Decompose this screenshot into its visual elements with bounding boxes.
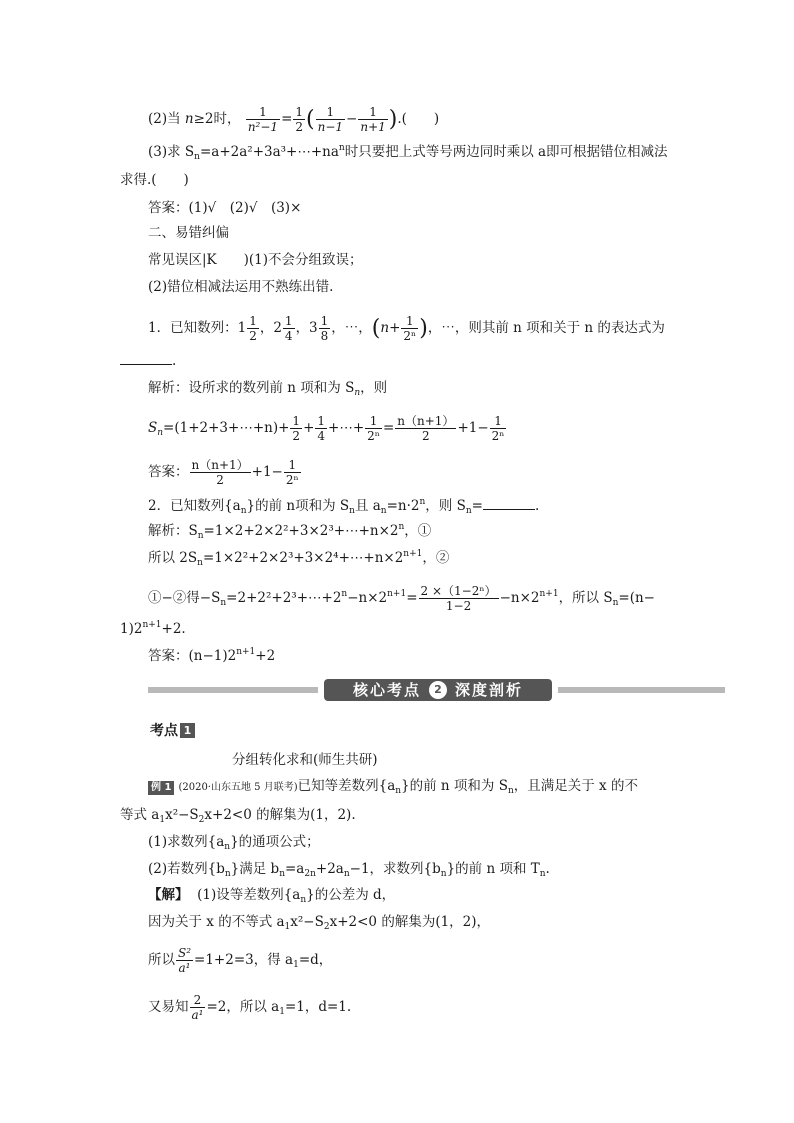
banner-title: 核心考点 2 深度剖析 bbox=[324, 679, 552, 701]
question-3-line2: 求得.( ) bbox=[120, 172, 189, 188]
fraction: $\frac{1}{\text{2ⁿ}}$ bbox=[403, 314, 417, 343]
problem-1-blank: . bbox=[120, 352, 176, 370]
fraction: $\frac{1}{\text{2ⁿ}}$ bbox=[491, 414, 505, 443]
solution-line4: 又易知 $\frac{2}{\text{a¹}}$ =2，所以 $a_1=1$，d=1. bbox=[148, 993, 352, 1022]
problem-1-solution-formula: $S_n=(1+2+3+\cdots+n)+$ $\frac{1}{2}$ + $\frac{1}{4}$ +⋯+ $\frac{1}{\text{2ⁿ}}$ = $\frac{n(n+1)}{2}$ +1− $\frac{1}{\text{2ⁿ}}$ bbox=[148, 414, 505, 443]
section-banner bbox=[148, 679, 725, 701]
problem-2-solution-2: 所以 $2S_n=1\times 2^2+2\times 2^3+3\times 2^4+\cdots+n\times 2^{n+1}$，② bbox=[148, 549, 450, 568]
fraction: $\frac{2}{\text{a¹}}$ bbox=[191, 993, 204, 1022]
example-badge: 例 1 bbox=[148, 781, 174, 795]
fraction: $\frac{1}{2}$ bbox=[249, 314, 257, 343]
example-1-line1: 例 1 (2020·山东五地 5 月联考)已知等差数列$\{a_n\}$的前 n 项和为 $S_n$，且满足关于 x 的不 bbox=[148, 777, 638, 797]
solution-line2: 因为关于 x 的不等式 $a_1x^2-S_2x+2<0$ 的解集为(1，2)， bbox=[148, 914, 491, 932]
answer-blank[interactable] bbox=[483, 497, 535, 510]
section-title-errors: 二、易错纠偏 bbox=[148, 225, 229, 241]
topic-title: 分组转化求和(师生共研) bbox=[232, 752, 378, 768]
example-1-q2: (2)若数列$\{b_n\}$满足 $b_n=a_{2n}+2a_n-1$，求数列$\{b_n\}$的前 n 项和 $T_n$. bbox=[148, 861, 550, 879]
fraction: $\frac{1}{\text{n²−1}}$ bbox=[247, 105, 279, 134]
fraction: $\frac{n(n+1)}{2}$ bbox=[191, 458, 249, 487]
banner-bar-left bbox=[148, 687, 318, 693]
fraction: $\frac{1}{2}$ bbox=[292, 414, 301, 443]
fraction: $\frac{1}{n+1}$ bbox=[360, 105, 386, 134]
fraction: $\frac{\text{S²}}{\text{a¹}}$ bbox=[178, 946, 192, 975]
banner-bar-right bbox=[558, 687, 725, 693]
solution-line1: 【解】 (1)设等差数列$\{a_n\}$的公差为 d， bbox=[148, 887, 396, 905]
fraction: $\frac{1}{4}$ bbox=[284, 314, 293, 343]
question-3-line1: (3)求 $S_n=a+2a^2+3a^3+\cdots+na^n$时只要把上式等号两边同时乘以 a即可根据错位相减法 bbox=[148, 143, 668, 162]
fraction: $\frac{1}{8}$ bbox=[320, 314, 329, 343]
problem-2-answer: 答案：$(n-1)2^{n+1}+2$ bbox=[148, 647, 276, 664]
fraction: $\frac{1}{n-1}$ bbox=[317, 105, 344, 134]
example-1-line2: 等式 $a_1x^2-S_2x+2<0$ 的解集为(1，2). bbox=[120, 807, 356, 825]
problem-2-solution-1: 解析：$S_n=1\times 2+2\times 2^2+3\times 2^3+\cdots+n\times 2^n$，① bbox=[148, 522, 432, 541]
fraction: $\frac{1}{\text{2ⁿ}}$ bbox=[367, 414, 380, 443]
banner-number-icon: 2 bbox=[429, 681, 447, 699]
problem-2-solution-4: $1)2^{n+1}+2$. bbox=[120, 620, 186, 637]
common-error-2: (2)错位相减法运用不熟练出错. bbox=[148, 279, 334, 295]
common-error-1: 常见误区|K )(1)不会分组致误； bbox=[148, 252, 363, 268]
fraction: $\frac{n(n+1)}{2}$ bbox=[397, 414, 455, 443]
answers-1: 答案：(1)√ (2)√ (3)× bbox=[148, 200, 302, 216]
fraction: $\frac{1}{4}$ bbox=[317, 414, 326, 443]
problem-2: 2．已知数列$\{a_n\}$的前 n项和为 $S_n$且 $a_n=n\cdot 2^n$，则 $S_n=$ . bbox=[148, 497, 540, 516]
solution-line3: 所以 $\frac{\text{S²}}{\text{a¹}}$ =1+2=3，得 $a_1=d$， bbox=[148, 946, 333, 975]
question-2-line: (2)当 n≥2时， $\frac{1}{\text{n²−1}}$ = $\frac{1}{2}$ ( $\frac{1}{n-1}$ − $\frac{1}{n+1}$ ).( ) bbox=[148, 105, 440, 134]
example-1-q1: (1)求数列$\{a_n\}$的通项公式； bbox=[148, 834, 320, 852]
topic-label: 考点 1 bbox=[150, 722, 195, 740]
fraction: $\frac{1}{2}$ bbox=[295, 105, 304, 134]
problem-1: 1．已知数列：1 $\frac{1}{2}$ ，2 $\frac{1}{4}$ ，3 $\frac{1}{8}$ ，⋯，(n+ $\frac{1}{\text{2ⁿ}}$ )，⋯，则其前 n 项和关于 n 的表达式为 bbox=[148, 314, 665, 343]
fraction: $\frac{1}{\text{2ⁿ}}$ bbox=[285, 458, 299, 487]
problem-1-answer: 答案： $\frac{n(n+1)}{2}$ +1− $\frac{1}{\text{2ⁿ}}$ bbox=[148, 458, 299, 487]
fraction: $\frac{\text{2 ×（1−2ⁿ）}}{1-2}$ bbox=[420, 584, 497, 613]
problem-2-solution-3: ①−②得$-S_n=2+2^2+2^3+\cdots+2^n-n\times 2^{n+1}=$ $\frac{\text{2 ×（1−2ⁿ）}}{1-2}$ $-n\times 2^{n+1}$，所以 $S_n=(n-$ bbox=[148, 584, 655, 613]
problem-1-solution-title: 解析：设所求的数列前 n 项和为 $S_n$，则 bbox=[148, 380, 388, 398]
answer-blank[interactable] bbox=[120, 352, 172, 365]
